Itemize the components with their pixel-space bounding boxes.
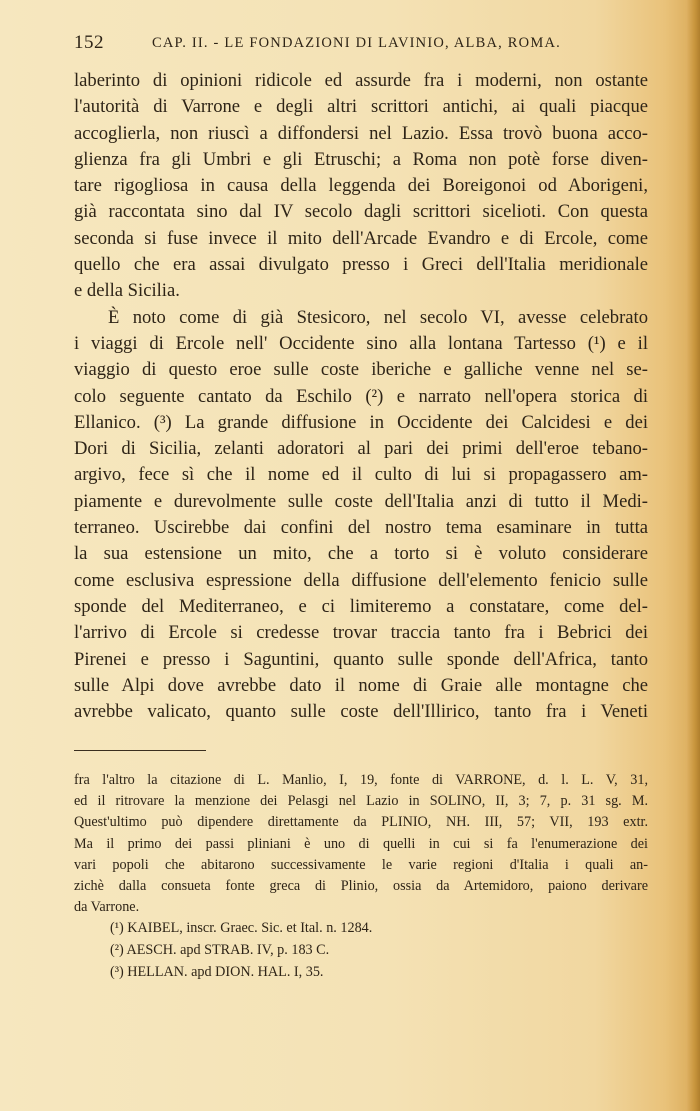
footnotes <box>74 770 648 984</box>
text-line: piamente e durevolmente sulle coste dell'Italia anzi di tutto il Medi- <box>74 490 648 512</box>
text-line: Pirenei e presso i Saguntini, quanto sulle sponde dell'Africa, tanto <box>74 648 648 670</box>
text-line: tare rigogliosa in causa della leggenda dei Boreigonoi od Aborigeni, <box>74 175 648 197</box>
footnote-line: Ma il primo dei passi pliniani è uno di quelli in cui si fa l'enumerazione dei <box>74 835 648 852</box>
text-line: viaggio di questo eroe sulle coste iberiche e galliche venne nel se- <box>74 359 648 381</box>
text-line: terraneo. Uscirebbe dai confini del nostro tema esaminare in tutta <box>74 517 648 539</box>
running-head <box>74 32 654 58</box>
text-line: l'autorità di Varrone e degli altri scrittori antichi, ai quali piacque <box>74 96 648 118</box>
text-line: i viaggi di Ercole nell' Occidente sino alla lontana Tartesso (¹) e il <box>74 332 648 354</box>
text-line: Ellanico. (³) La grande diffusione in Occidente dei Calcidesi e dei <box>74 411 648 433</box>
page-edge <box>686 0 700 1111</box>
body-text <box>74 68 648 725</box>
text-line: È noto come di già Stesicoro, nel secolo VI, avesse celebrato <box>108 306 648 328</box>
footnote-divider <box>74 750 206 751</box>
text-line: come esclusiva espressione della diffusione dell'elemento fenicio sulle <box>74 569 648 591</box>
text-line: Dori di Sicilia, zelanti adoratori al pari dei primi dell'eroe tebano- <box>74 438 648 460</box>
footnote-line: ed il ritrovare la menzione dei Pelasgi nel Lazio in SOLINO, II, 3; 7, p. 31 sg. M. <box>74 793 648 810</box>
text-line: già raccontata sino dal IV secolo dagli scrittori sicelioti. Con questa <box>74 201 648 223</box>
text-line: seconda si fuse invece il mito dell'Arcade Evandro e di Ercole, come <box>74 227 648 249</box>
footnote-reference-1: (¹) KAIBEL, inscr. Graec. Sic. et Ital. n. 1284. <box>110 920 373 937</box>
footnote-reference-2: (²) AESCH. apd STRAB. IV, p. 183 C. <box>110 942 330 959</box>
page-number: 152 <box>74 32 104 53</box>
text-line: sponde del Mediterraneo, e ci limiteremo a constatare, come del- <box>74 595 648 617</box>
text-line: quello che era assai divulgato presso i Greci dell'Italia meridionale <box>74 254 648 276</box>
footnote-line: fra l'altro la citazione di L. Manlio, I, 19, fonte di VARRONE, d. l. L. V, 31, <box>74 772 648 788</box>
text-line: avrebbe valicato, quanto sulle coste dell'Illirico, tanto fra i Veneti <box>74 701 648 723</box>
text-line: l'arrivo di Ercole si credesse trovar traccia tanto fra i Bebrici dei <box>74 622 648 644</box>
footnote-line: zichè dalla consueta fonte greca di Plinio, ossia da Artemidoro, paiono derivare <box>74 877 648 894</box>
text-line: la sua estensione un mito, che a torto si è voluto considerare <box>74 543 648 565</box>
text-line: glienza fra gli Umbri e gli Etruschi; a Roma non potè forse diven- <box>74 148 648 170</box>
footnote-line: da Varrone. <box>74 899 140 916</box>
text-line: e della Sicilia. <box>74 280 180 302</box>
text-line: sulle Alpi dove avrebbe dato il nome di Graie alle montagne che <box>74 674 648 696</box>
text-line: colo seguente cantato da Eschilo (²) e narrato nell'opera storica di <box>74 385 648 407</box>
footnote-reference-3: (³) HELLAN. apd DION. HAL. I, 35. <box>110 963 324 980</box>
text-line: argivo, fece sì che il nome ed il culto di lui si propagassero am- <box>74 464 648 486</box>
text-line: laberinto di opinioni ridicole ed assurde fra i moderni, non ostante <box>74 70 648 91</box>
chapter-title: CAP. II. - LE FONDAZIONI DI LAVINIO, ALBA, ROMA. <box>152 35 561 51</box>
text-line: accoglierla, non riuscì a diffondersi nel Lazio. Essa trovò buona acco- <box>74 122 648 144</box>
footnote-line: vari popoli che abitarono successivamente le varie regioni d'Italia i quali an- <box>74 856 648 873</box>
footnote-line: Quest'ultimo può dipendere direttamente da PLINIO, NH. III, 57; VII, 193 extr. <box>74 814 648 831</box>
